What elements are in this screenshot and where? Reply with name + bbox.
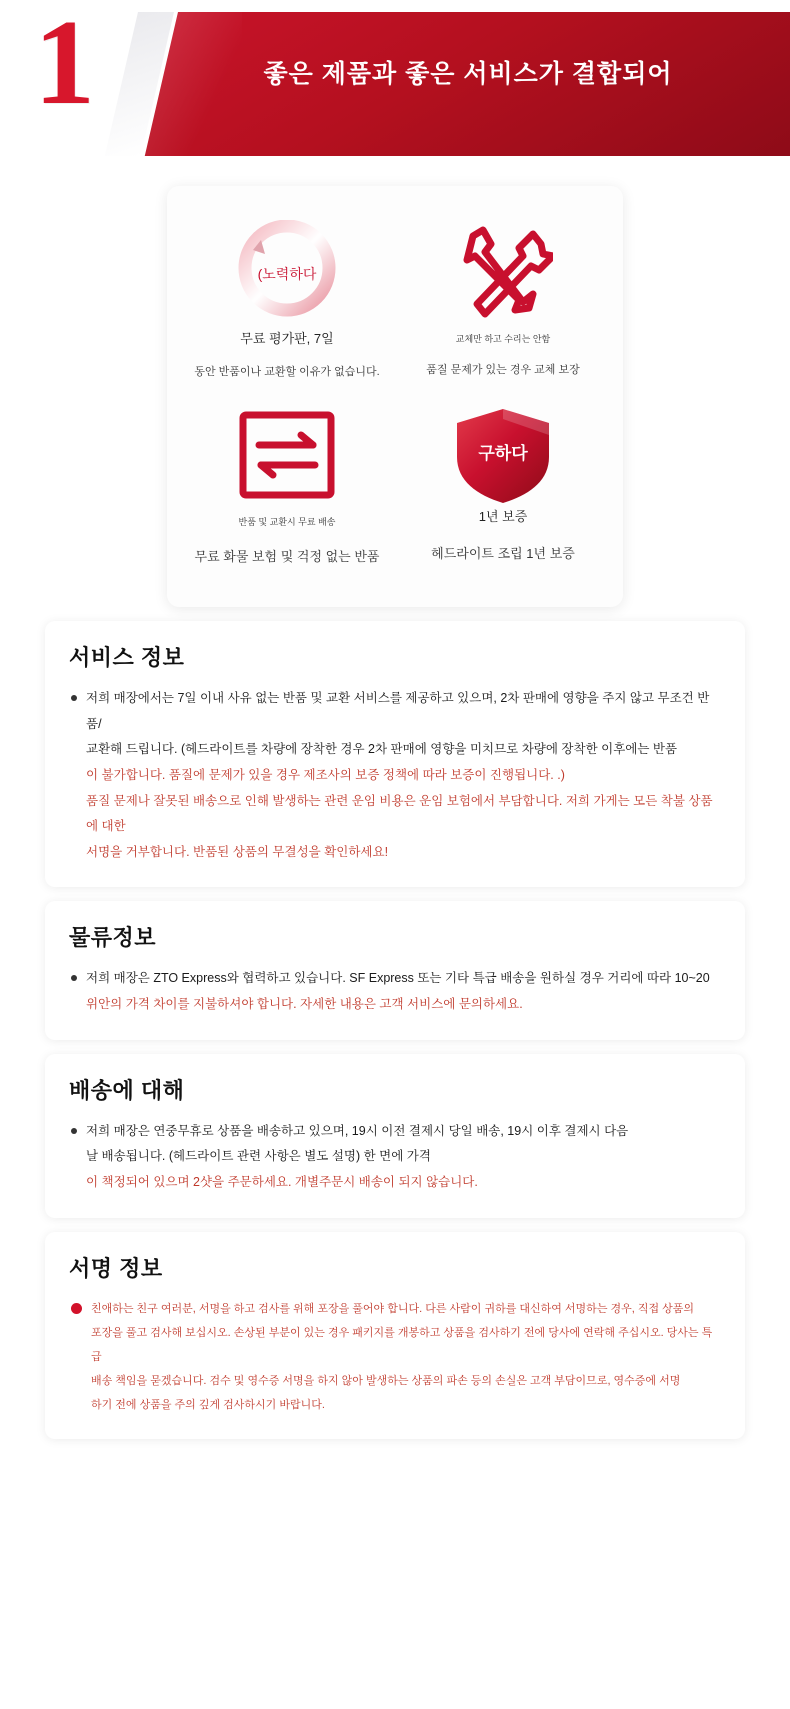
section-paragraph [86,966,721,1017]
bullet-dot [71,1303,82,1314]
text-line: 위안의 가격 차이를 지불하셔야 합니다. 자세한 내용은 고객 서비스에 문의하세요. [86,997,523,1011]
feature-title: 반품 및 교환시 무료 배송 [238,517,336,527]
section-body [69,1119,721,1196]
text-line: 포장을 풀고 검사해 보십시오. 손상된 부분이 있는 경우 패키지를 개봉하고 상품을 검사하기 전에 당사에 연락해 주십시오. 당사는 특급 [91,1326,713,1363]
bullet-dot [71,975,77,981]
section-shipping-info [45,1054,745,1218]
feature-item-free-shipping [179,393,395,579]
bullet-dot [71,1128,77,1134]
shield-icon-label: 구하다 [478,444,528,463]
feature-item-replacement [395,210,611,393]
text-line: 날 배송됩니다. (헤드라이트 관련 사항은 별도 설명) 한 면에 가격 [86,1149,431,1164]
section-body [69,686,721,865]
section-body [69,1297,721,1418]
text-line: 하기 전에 상품을 주의 깊게 검사하시기 바랍니다. [91,1399,325,1412]
section-heading: 물류정보 [69,925,157,951]
exchange-arrows-icon [185,401,389,509]
feature-title: 무료 평가판, 7일 [240,331,334,346]
text-line: 저희 매장에서는 7일 이내 사유 없는 반품 및 교환 서비스를 제공하고 있으며, 2차 판매에 영향을 주지 않고 무조건 반품/ [86,691,710,731]
feature-grid [179,210,611,579]
section-service-info [45,621,745,887]
section-body [69,966,721,1017]
text-line: 저희 매장은 연중무휴로 상품을 배송하고 있으며, 19시 이전 결제시 당일 배송, 19시 이후 결제시 다음 [86,1123,629,1138]
feature-title: 1년 보증 [478,509,528,524]
section-paragraph [91,1297,721,1418]
section-heading: 서명 정보 [69,1255,163,1281]
feature-subtitle: 품질 문제가 있는 경우 교체 보장 [426,364,580,376]
feature-card [167,186,623,607]
page-title: 좋은 제품과 좋은 서비스가 결합되어 [263,60,673,88]
text-line: 친애하는 친구 여러분, 서명을 하고 검사를 위해 포장을 풀어야 합니다. 다른 사람이 귀하를 대신하여 서명하는 경우, 직접 상품의 [91,1302,695,1315]
feature-item-warranty [395,393,611,579]
section-number: 1 [34,0,91,130]
section-logistics-info [45,901,745,1039]
text-line: 저희 매장은 ZTO Express와 협력하고 있습니다. SF Express 또는 기타 특급 배송을 원하실 경우 거리에 따라 10~20 [86,971,710,986]
page-header [0,0,790,168]
text-line: 서명을 거부합니다. 반품된 상품의 무결성을 확인하세요! [86,844,389,859]
text-line: 이 책정되어 있으며 2샷을 주문하세요. 개별주문시 배송이 되지 않습니다. [86,1174,478,1189]
section-paragraph [86,686,721,865]
feature-title: 교체만 하고 수리는 안함 [455,334,551,344]
circle-icon-label: (노력하다 [257,266,317,282]
wrench-screwdriver-icon [401,218,605,326]
feature-subtitle: 무료 화물 보험 및 걱정 없는 반품 [194,549,380,564]
text-line: 품질 문제나 잘못된 배송으로 인해 발생하는 관련 운임 비용은 운임 보험에서 부담합니다. 저희 가게는 모든 착불 상품에 대한 [86,793,713,834]
bullet-dot [71,695,77,701]
section-heading: 배송에 대해 [69,1077,185,1103]
text-line: 배송 책임을 묻겠습니다. 검수 및 영수증 서명을 하지 않아 발생하는 상품의 파손 등의 손실은 고객 부담이므로, 영수증에 서명 [91,1375,681,1388]
feature-subtitle: 동안 반품이나 교환할 이유가 없습니다. [194,366,380,378]
feature-subtitle: 헤드라이트 조립 1년 보증 [431,546,575,561]
feature-item-free-trial [179,210,395,393]
section-signature-info [45,1232,745,1440]
section-paragraph [86,1119,721,1196]
text-line: 교환해 드립니다. (헤드라이트를 차량에 장착한 경우 2차 판매에 영향을 미치므로 차량에 장착한 이후에는 반품 [86,742,678,757]
text-line: 이 불가합니다. 품질에 문제가 있을 경우 제조사의 보증 정책에 따라 보증이 진행됩니다. .) [86,767,565,782]
section-heading: 서비스 정보 [69,645,185,670]
